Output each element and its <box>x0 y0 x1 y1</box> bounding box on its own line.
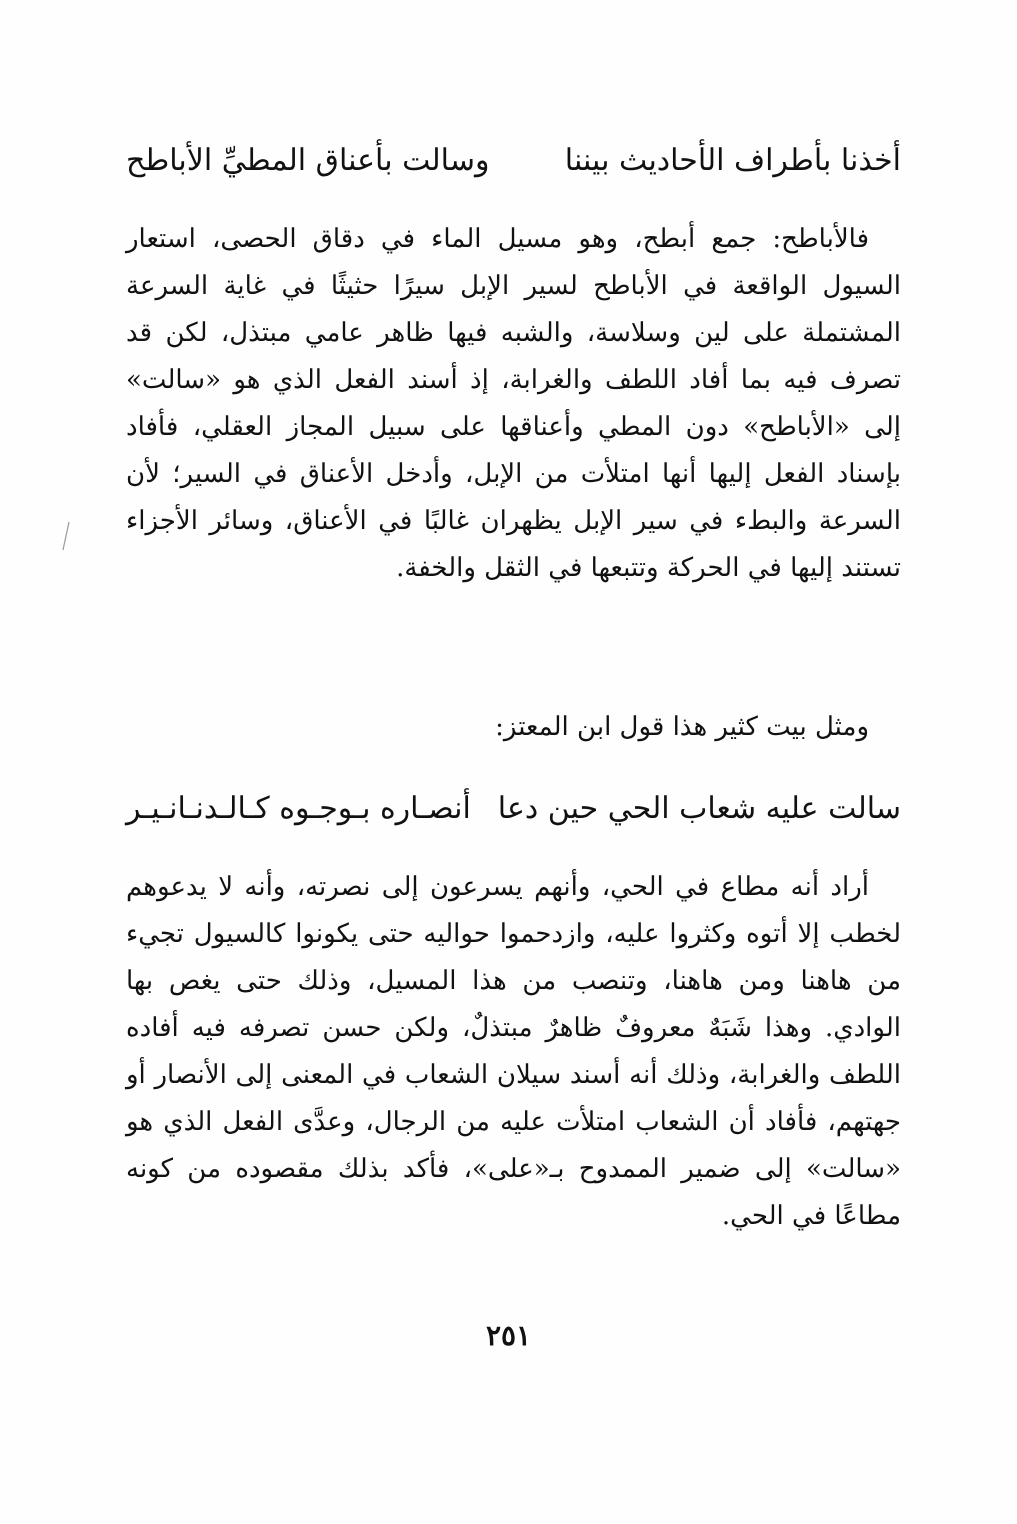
verse-1-first-hemistich: أخذنا بأطراف الأحاديث بيننا <box>564 143 901 178</box>
verse-1-second-hemistich: وسالت بأعناق المطيِّ الأباطح <box>126 143 490 178</box>
commentary-paragraph-1: فالأباطح: جمع أبطح، وهو مسيل الماء في دقاق الحصى، استعار السيول الواقعة في الأباطح لسير الإبل سيرًا حثيثًا في غاية السرعة المشتملة على لين وسلاسة، والشبه فيها ظاهر عامي مبتذل، لكن قد تصرف فيه بما أفاد اللطف والغرابة، إذ أسند الفعل الذي هو «سالت» إلى «الأباطح» دون المطي وأعناقها على سبيل المجاز العقلي، فأفاد بإسناد الفعل إليها أنها امتلأت من الإبل، وأدخل الأعناق في السير؛ لأن السرعة والبطء في سير الإبل يظهران غالبًا في الأعناق، وسائر الأجزاء تستند إليها في الحركة وتتبعها في الثقل والخفة. <box>126 224 901 583</box>
page-number: ٢٥١ <box>485 1319 532 1352</box>
verse-2-first-hemistich: سالت عليه شعاب الحي حين دعا <box>497 791 901 826</box>
commentary-paragraph-3: أراد أنه مطاع في الحي، وأنهم يسرعون إلى نصرته، وأنه لا يدعوهم لخطب إلا أتوه وكثروا عليه، وازدحموا حواليه حتى يكونوا كالسيول تجيء من هاهنا ومن هاهنا، وتنصب من هذا المسيل، وذلك حتى يغص بها الوادي. وهذا شَبَهٌ معروفٌ ظاهرٌ مبتذلٌ، ولكن حسن تصرفه فيه أفاده اللطف والغرابة، وذلك أنه أسند سيلان الشعاب في المعنى إلى الأنصار أو جهتهم، فأفاد أن الشعاب امتلأت عليه من الرجال، وعدَّى الفعل الذي هو «سالت» إلى ضمير الممدوح بـ«على»، فأكد بذلك مقصوده من كونه مطاعًا في الحي. <box>126 872 901 1231</box>
margin-pencil-mark <box>60 520 72 552</box>
verse-2-second-hemistich: أنصـاره بـوجـوه كـالـدنـانـيـر <box>126 791 471 826</box>
poetry-verse-2 <box>126 784 901 834</box>
poetry-verse-1 <box>126 136 901 186</box>
commentary-paragraph-2: ومثل بيت كثير هذا قول ابن المعتز: <box>495 712 869 742</box>
